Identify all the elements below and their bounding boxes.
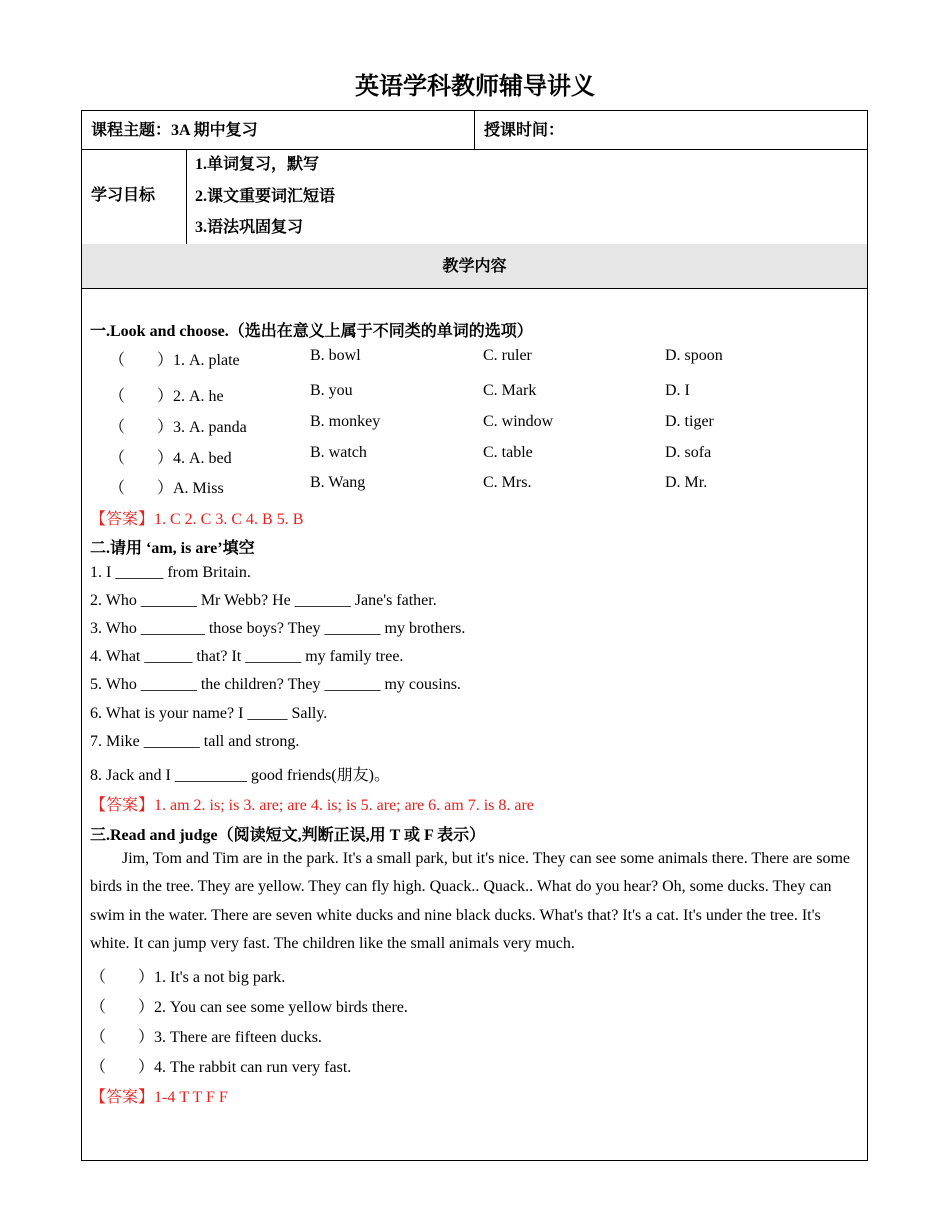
- question-number: （ ）A. Miss: [109, 480, 224, 497]
- goal-item: 3.语法巩固复习: [195, 219, 304, 236]
- section2-title: 二.请用 ‘am, is are’填空: [90, 540, 255, 557]
- goals-label: 学习目标: [91, 187, 156, 204]
- option-b: B. monkey: [310, 413, 381, 430]
- question-number: （ ）2. A. he: [109, 388, 224, 405]
- judge-item: （ ）3. There are fifteen ducks.: [90, 1029, 322, 1046]
- fill-item: 6. What is your name? I _____ Sally.: [90, 705, 328, 722]
- reading-passage: Jim, Tom and Tim are in the park. It's a small park, but it's nice. They can see some animals there. There are some birds in the tree. They are yellow. They can fly high. Quack.. Quack.. What do you hear? Oh, some ducks. They can swim in the water. There are seven white ducks and nine black ducks. What's that? It's a cat. It's under the tree. It's white. It can jump very fast. The children like the small animals very much.: [90, 850, 851, 952]
- judge-item: （ ）1. It's a not big park.: [90, 969, 286, 986]
- fill-item: 5. Who _______ the children? They _______ my cousins.: [90, 676, 461, 693]
- option-c: C. Mark: [483, 382, 537, 399]
- topic-text: 课程主题：3A 期中复习: [91, 122, 258, 139]
- lesson-table: [81, 110, 868, 1161]
- fill-item: 2. Who _______ Mr Webb? He _______ Jane's father.: [90, 592, 437, 609]
- content-header: 教学内容: [442, 258, 507, 275]
- option-c: C. ruler: [483, 347, 532, 364]
- option-c: C. window: [483, 413, 554, 430]
- section1-answer: 【答案】1. C 2. C 3. C 4. B 5. B: [90, 511, 304, 528]
- section2-answer: 【答案】1. am 2. is; is 3. are; are 4. is; is 5. are; are 6. am 7. is 8. are: [90, 797, 534, 814]
- fill-item: 1. I ______ from Britain.: [90, 564, 251, 581]
- option-b: B. you: [310, 382, 353, 399]
- section1-title: 一.Look and choose.（选出在意义上属于不同类的单词的选项）: [90, 323, 533, 340]
- fill-item: 7. Mike _______ tall and strong.: [90, 733, 300, 750]
- option-d: D. sofa: [665, 444, 712, 461]
- document-title: 英语学科教师辅导讲义: [355, 71, 595, 100]
- time-text: 授课时间：: [484, 122, 565, 139]
- goal-item: 2.课文重要词汇短语: [195, 188, 336, 205]
- topic-cell: [82, 111, 475, 149]
- header-row: [82, 111, 867, 150]
- option-c: C. table: [483, 444, 533, 461]
- question-number: （ ）1. A. plate: [109, 352, 240, 369]
- time-cell: [475, 111, 867, 149]
- section3-answer: 【答案】1-4 T T F F: [90, 1089, 228, 1106]
- content-header-row: [82, 244, 867, 289]
- question-number: （ ）4. A. bed: [109, 450, 232, 467]
- option-d: D. spoon: [665, 347, 723, 364]
- fill-item: 8. Jack and I _________ good friends(朋友)。: [90, 767, 390, 784]
- fill-item: 4. What ______ that? It _______ my family tree.: [90, 648, 404, 665]
- option-b: B. bowl: [310, 347, 361, 364]
- option-d: D. Mr.: [665, 474, 708, 491]
- question-number: （ ）3. A. panda: [109, 419, 247, 436]
- judge-item: （ ）2. You can see some yellow birds there.: [90, 999, 408, 1016]
- option-d: D. tiger: [665, 413, 714, 430]
- option-c: C. Mrs.: [483, 474, 532, 491]
- option-b: B. watch: [310, 444, 367, 461]
- goal-item: 1.单词复习，默写: [195, 156, 320, 173]
- section3-title: 三.Read and judge（阅读短文,判断正误,用 T 或 F 表示）: [90, 827, 486, 844]
- goals-row: [82, 149, 867, 245]
- option-d: D. I: [665, 382, 690, 399]
- goals-label-cell: [82, 149, 187, 244]
- fill-item: 3. Who ________ those boys? They _______ my brothers.: [90, 620, 466, 637]
- option-b: B. Wang: [310, 474, 366, 491]
- judge-item: （ ）4. The rabbit can run very fast.: [90, 1059, 352, 1076]
